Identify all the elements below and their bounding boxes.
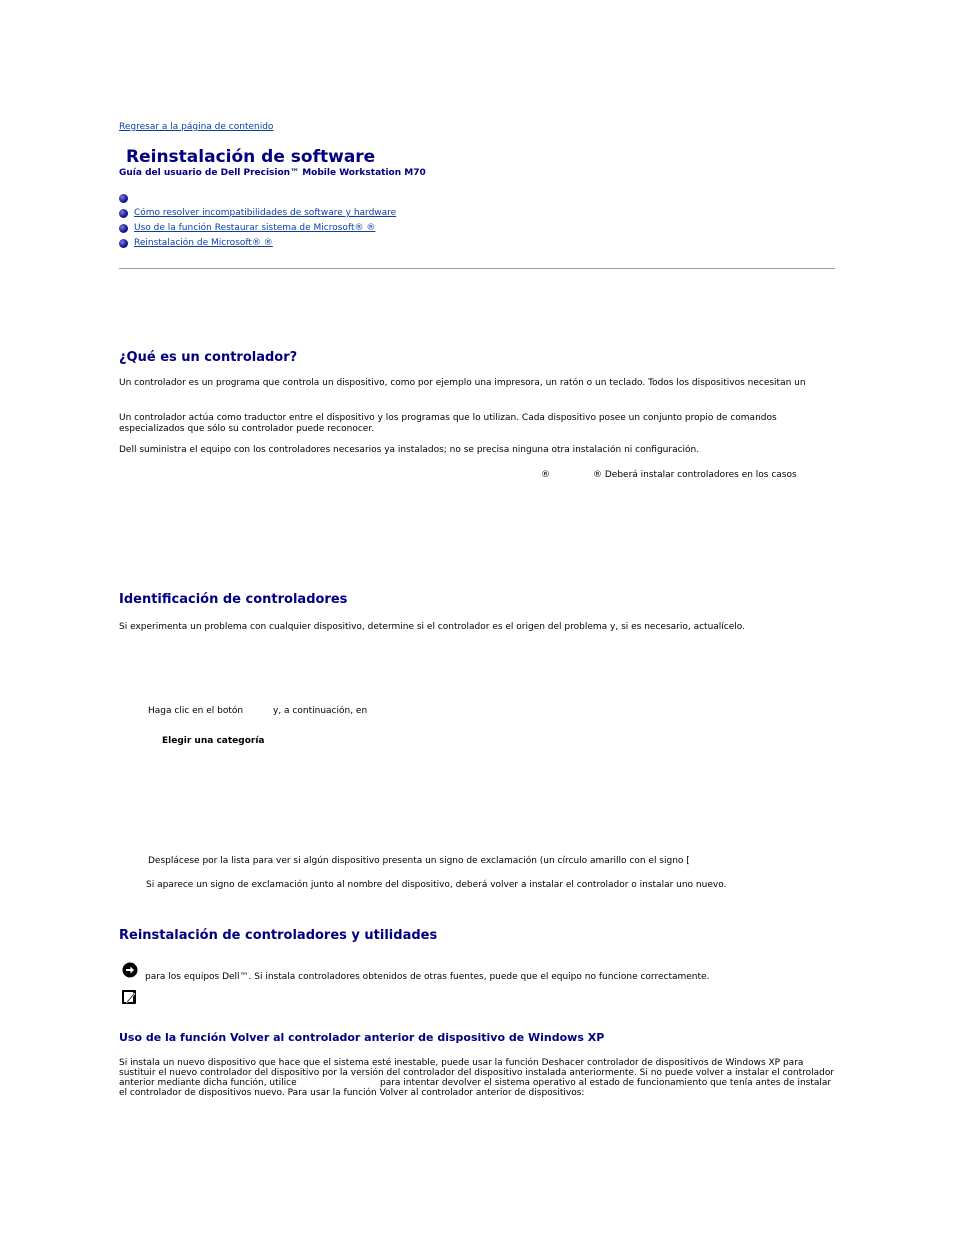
step-exclamation: Si aparece un signo de exclamación junto al nombre del dispositivo, deberá volver a instalar el controlador o instalar uno nuevo.	[146, 880, 727, 890]
driver-paragraph-2: Un controlador actúa como traductor entre el dispositivo y los programas que lo utilizan. Cada dispositivo posee un conjunto propio de comandos especializados que sólo su controlador puede reconocer.	[119, 413, 777, 434]
rollback-line-1: Si instala un nuevo dispositivo que hace que el sistema esté inestable, puede usar la función Deshacer controlador de dispositivos de Windows XP para	[119, 1058, 804, 1068]
bullet-icon	[119, 239, 128, 248]
driver-paragraph-4: ® Deberá instalar controladores en los casos	[593, 470, 797, 480]
toc-item-system-restore[interactable]	[134, 223, 375, 233]
step-scroll-list: Desplácese por la lista para ver si algún dispositivo presenta un signo de exclamación (un círculo amarillo con el signo [	[148, 856, 690, 866]
notice-text: para los equipos Dell™. Si instala controladores obtenidos de otras fuentes, puede que el equipo no funcione correctamente.	[145, 972, 710, 982]
driver-paragraph-3: Dell suministra el equipo con los controladores necesarios ya instalados; no se precisa ninguna otra instalación ni configuración.	[119, 445, 700, 455]
rollback-line-3a: anterior mediante dicha función, utilice	[119, 1078, 297, 1088]
section-heading-reinstall-drivers: Reinstalación de controladores y utilidades	[119, 928, 438, 943]
section-heading-what-is-driver: ¿Qué es un controlador?	[119, 350, 298, 365]
page-subtitle: Guía del usuario de Dell Precision™ Mobile Workstation M70	[119, 168, 426, 178]
section-heading-driver-rollback: Uso de la función Volver al controlador anterior de dispositivo de Windows XP	[119, 1031, 605, 1044]
step-choose-category: Elegir una categoría	[162, 736, 265, 746]
page-title: Reinstalación de software	[126, 147, 376, 167]
rollback-line-3b: para intentar devolver el sistema operativo al estado de funcionamiento que tenía antes de instalar	[380, 1078, 832, 1088]
bullet-icon	[119, 209, 128, 218]
bullet-icon	[119, 194, 128, 203]
section-heading-identify-drivers: Identificación de controladores	[119, 592, 348, 607]
toc-item-reinstall-windows[interactable]	[134, 238, 273, 248]
driver-paragraph-1: Un controlador es un programa que controla un dispositivo, como por ejemplo una impresora, un ratón o un teclado. Todos los dispositivos necesitan un	[119, 378, 806, 388]
back-to-contents-link[interactable]: Regresar a la página de contenido	[119, 122, 274, 132]
divider	[119, 268, 835, 269]
step-click-then: y, a continuación, en	[273, 706, 368, 716]
note-icon	[122, 990, 136, 1004]
toc-item-incompatibilities[interactable]: Cómo resolver incompatibilidades de software y hardware	[134, 208, 397, 218]
step-click-start: Haga clic en el botón	[148, 706, 244, 716]
rollback-line-2: sustituir el nuevo controlador del dispositivo por la versión del controlador del dispositivo instalada anteriormente. Si no puede volver a instalar el controlador	[119, 1068, 835, 1078]
rollback-line-4: el controlador de dispositivos nuevo. Para usar la función Volver al controlador anterior de dispositivos:	[119, 1088, 585, 1098]
notice-icon	[122, 962, 138, 978]
registered-mark: ®	[541, 470, 550, 480]
toc-label: Reinstalación de Microsoft® ®	[134, 238, 273, 248]
bullet-icon	[119, 224, 128, 233]
toc-item-drivers[interactable]	[134, 193, 198, 204]
identify-paragraph: Si experimenta un problema con cualquier dispositivo, determine si el controlador es el origen del problema y, si es necesario, actualícelo.	[119, 622, 745, 632]
toc-label: Uso de la función Restaurar sistema de Microsoft® ®	[134, 223, 376, 233]
